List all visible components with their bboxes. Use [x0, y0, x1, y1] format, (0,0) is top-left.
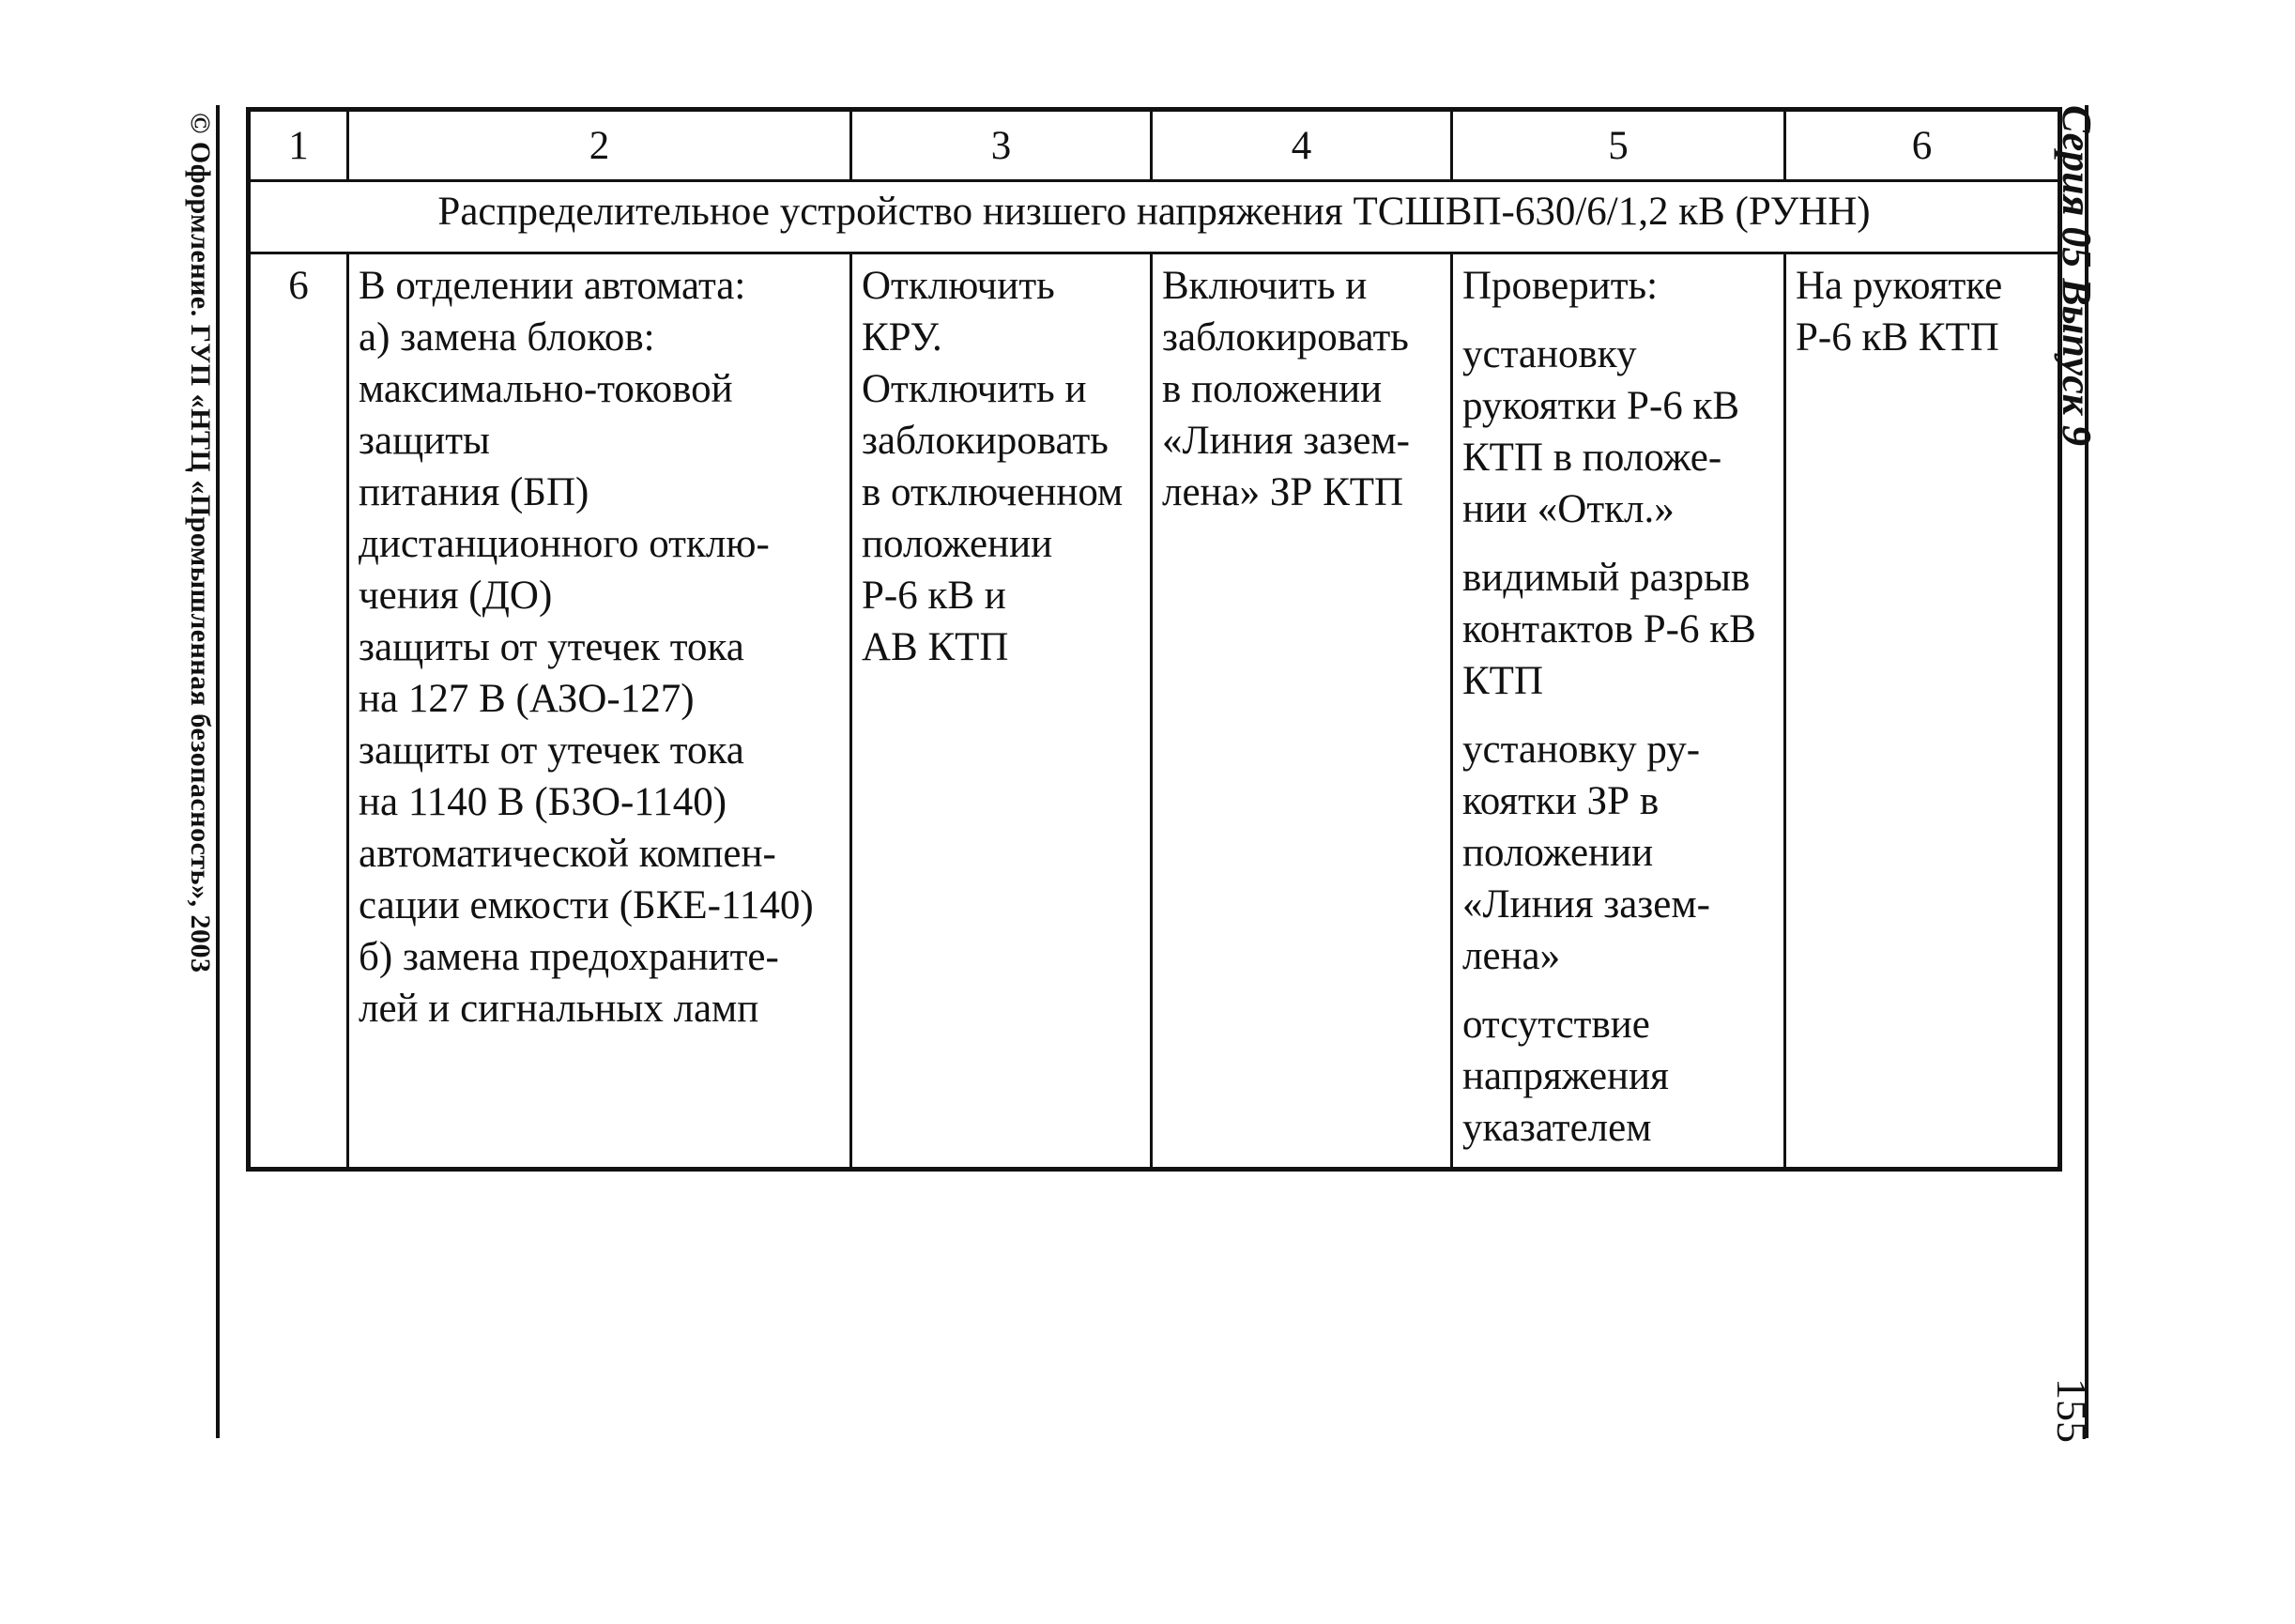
spacer	[1462, 982, 1774, 999]
check-line: отсутствие	[1462, 1003, 1650, 1047]
work-line: защиты от утечек тока	[359, 625, 744, 669]
disconnect-line: положении	[862, 522, 1053, 566]
check-line: видимый разрыв	[1462, 556, 1751, 600]
disconnect-measures-cell	[851, 253, 1152, 1170]
poster-location-cell	[1785, 253, 2060, 1170]
disconnect-line: АВ КТП	[862, 625, 1009, 669]
work-line: питания (БП)	[359, 470, 589, 514]
work-line: на 1140 В (БЗО-1140)	[359, 780, 727, 824]
header-row	[249, 110, 2060, 181]
disconnect-line: Р-6 кВ и	[862, 574, 1006, 618]
work-line: дистанционного отклю-	[359, 522, 770, 566]
page-number-text: 155	[2048, 1378, 2096, 1443]
grounding-line: заблокировать	[1162, 315, 1409, 360]
spacer	[1462, 312, 1774, 329]
poster-line: На рукоятке	[1796, 264, 2003, 308]
check-line: нии «Откл.»	[1462, 487, 1675, 531]
procedure-table	[246, 107, 2062, 1172]
spacer	[1462, 535, 1774, 552]
header-cell-6: 6	[1785, 110, 2060, 181]
copyright-text: © Оформление. ГУП «НТЦ «Промышленная безопасность», 2003	[185, 113, 216, 973]
series-text: Серия 05 Выпуск 9	[2054, 105, 2100, 447]
spacer	[1462, 707, 1774, 724]
check-line: контактов Р-6 кВ	[1462, 607, 1756, 651]
header-cell-2: 2	[348, 110, 851, 181]
disconnect-line: заблокировать	[862, 419, 1109, 463]
grounding-line: «Линия зазем-	[1162, 419, 1410, 463]
work-description-cell	[348, 253, 851, 1170]
work-line: автоматической компен-	[359, 832, 776, 876]
header-cell-5: 5	[1452, 110, 1785, 181]
grounding-line: в положении	[1162, 367, 1383, 411]
check-line: напряжения	[1462, 1054, 1669, 1098]
section-title: Распределительное устройство низшего напряжения ТСШВП-630/6/1,2 кВ (РУНН)	[249, 181, 2060, 253]
check-line: положении	[1462, 831, 1654, 875]
grounding-line: Включить и	[1162, 264, 1368, 308]
work-line: лей и сигнальных ламп	[359, 987, 759, 1031]
section-row	[249, 181, 2060, 253]
work-line: сации емкости (БКЕ-1140)	[359, 883, 814, 927]
work-line: защиты от утечек тока	[359, 728, 744, 773]
check-line: «Линия зазем-	[1462, 882, 1710, 927]
work-line: б) замена предохраните-	[359, 935, 779, 979]
work-line: защиты	[359, 419, 490, 463]
header-cell-4: 4	[1152, 110, 1452, 181]
check-line: установку ру-	[1462, 728, 1701, 772]
disconnect-line: в отключенном	[862, 470, 1124, 514]
check-line: коятки ЗР в	[1462, 779, 1660, 823]
check-line: лена»	[1462, 934, 1561, 978]
check-line: КТП	[1462, 659, 1543, 703]
header-cell-3: 3	[851, 110, 1152, 181]
work-line: максимально-токовой	[359, 367, 733, 411]
work-line: чения (ДО)	[359, 574, 553, 618]
check-line: указателем	[1462, 1106, 1652, 1150]
row-number: 6	[249, 253, 348, 1170]
check-line: рукоятки Р-6 кВ	[1462, 384, 1740, 428]
disconnect-line: КРУ.	[862, 315, 942, 360]
check-line: установку	[1462, 332, 1637, 376]
check-intro: Проверить:	[1462, 264, 1659, 308]
disconnect-line: Отключить и	[862, 367, 1087, 411]
table-row	[249, 253, 2060, 1170]
left-margin-line	[216, 105, 220, 1438]
disconnect-line: Отключить	[862, 264, 1055, 308]
header-cell-1: 1	[249, 110, 348, 181]
work-line: В отделении автомата:	[359, 264, 746, 308]
check-cell	[1452, 253, 1785, 1170]
grounding-line: лена» ЗР КТП	[1162, 470, 1404, 514]
work-line: а) замена блоков:	[359, 315, 655, 360]
grounding-cell	[1152, 253, 1452, 1170]
check-line: КТП в положе-	[1462, 436, 1722, 480]
poster-line: Р-6 кВ КТП	[1796, 315, 1999, 360]
work-line: на 127 В (АЗО-127)	[359, 677, 695, 721]
